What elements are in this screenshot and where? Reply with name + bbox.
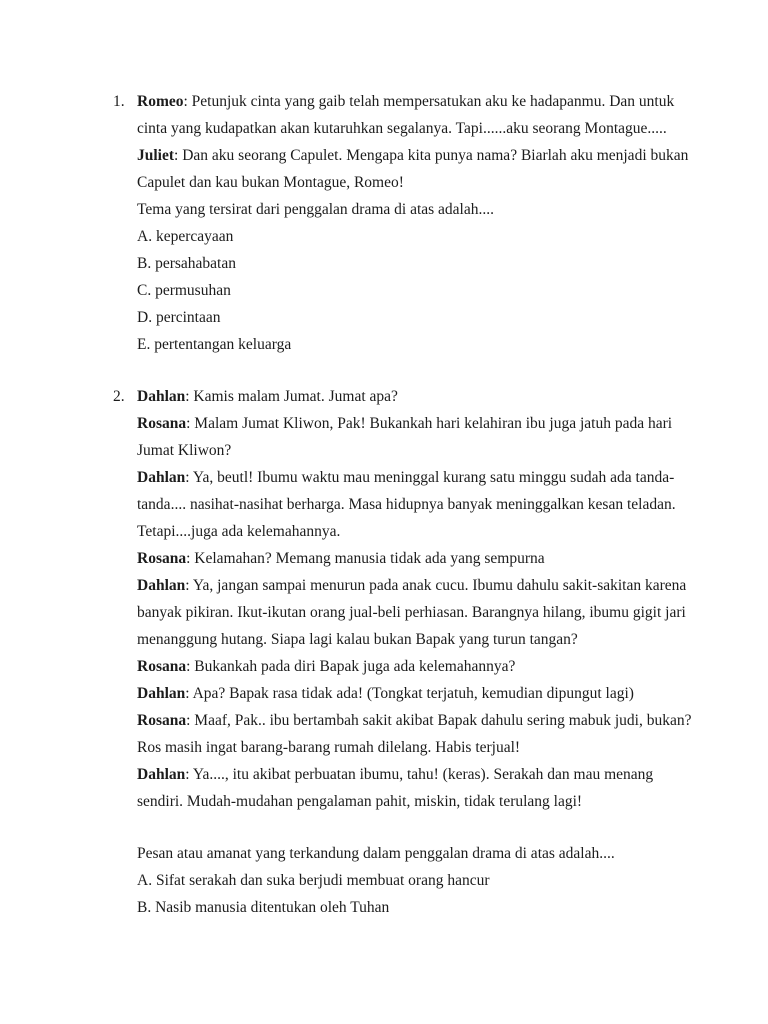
text-run: A. Sifat serakah dan suka berjudi membuat orang hancur (137, 872, 490, 889)
text-run: Tema yang tersirat dari penggalan drama di atas adalah.... (137, 201, 494, 218)
text-line (137, 653, 708, 680)
text-line (137, 142, 708, 169)
text-run: : Dan aku seorang Capulet. Mengapa kita punya nama? Biarlah aku menjadi bukan (174, 147, 689, 164)
speaker-name: Dahlan (137, 388, 186, 405)
speaker-name: Rosana (137, 550, 187, 567)
speaker-name: Dahlan (137, 577, 186, 594)
text-line (137, 761, 708, 788)
text-run: : Ya, beutl! Ibumu waktu mau meninggal kurang satu minggu sudah ada tanda- (185, 469, 675, 486)
text-run: : Kamis malam Jumat. Jumat apa? (185, 388, 398, 405)
text-run: Pesan atau amanat yang terkandung dalam penggalan drama di atas adalah.... (137, 845, 615, 862)
question-number: 1. (113, 93, 125, 110)
question-block (0, 88, 768, 358)
text-run: : Bukankah pada diri Bapak juga ada kelemahannya? (186, 658, 516, 675)
text-line (137, 894, 708, 921)
text-run: tanda.... nasihat-nasihat berharga. Masa hidupnya banyak meninggalkan kesan teladan. (137, 496, 676, 513)
text-run: Capulet dan kau bukan Montague, Romeo! (137, 174, 404, 191)
text-line (137, 304, 708, 331)
text-line (137, 545, 708, 572)
text-run: : Apa? Bapak rasa tidak ada! (Tongkat terjatuh, kemudian dipungut lagi) (185, 685, 634, 702)
text-run: cinta yang kudapatkan akan kutaruhkan segalanya. Tapi......aku seorang Montague..... (137, 120, 667, 137)
text-line (137, 169, 708, 196)
text-run: : Malam Jumat Kliwon, Pak! Bukankah hari kelahiran ibu juga jatuh pada hari (186, 415, 673, 432)
text-line (137, 250, 708, 277)
text-line (137, 788, 708, 815)
text-line (137, 223, 708, 250)
text-line (137, 840, 708, 867)
text-line (137, 331, 708, 358)
speaker-name: Dahlan (137, 766, 186, 783)
text-line (113, 383, 708, 410)
text-line (137, 680, 708, 707)
text-run: : Kelamahan? Memang manusia tidak ada yang sempurna (186, 550, 545, 567)
text-line (137, 196, 708, 223)
text-run: banyak pikiran. Ikut-ikutan orang jual-beli perhiasan. Barangnya hilang, ibumu gigit jari (137, 604, 686, 621)
text-run: : Ya, jangan sampai menurun pada anak cucu. Ibumu dahulu sakit-sakitan karena (185, 577, 687, 594)
speaker-name: Juliet (137, 147, 175, 164)
speaker-name: Rosana (137, 658, 187, 675)
text-run: menanggung hutang. Siapa lagi kalau bukan Bapak yang turun tangan? (137, 631, 578, 648)
question-block (0, 383, 768, 815)
speaker-name: Rosana (137, 415, 187, 432)
text-run: D. percintaan (137, 309, 221, 326)
text-line (137, 464, 708, 491)
text-run: Tetapi....juga ada kelemahannya. (137, 523, 341, 540)
text-line (137, 115, 708, 142)
speaker-name: Rosana (137, 712, 187, 729)
text-line (137, 599, 708, 626)
text-line (137, 491, 708, 518)
speaker-name: Dahlan (137, 469, 186, 486)
text-run: A. kepercayaan (137, 228, 234, 245)
text-run: Jumat Kliwon? (137, 442, 232, 459)
text-run: C. permusuhan (137, 282, 231, 299)
text-line (137, 707, 708, 734)
text-line (137, 518, 708, 545)
text-run: Ros masih ingat barang-barang rumah dilelang. Habis terjual! (137, 739, 521, 756)
text-run: : Petunjuk cinta yang gaib telah mempersatukan aku ke hadapanmu. Dan untuk (183, 93, 675, 110)
text-line (113, 88, 708, 115)
text-line (137, 410, 708, 437)
text-line (137, 734, 708, 761)
text-run: sendiri. Mudah-mudahan pengalaman pahit, miskin, tidak terulang lagi! (137, 793, 583, 810)
speaker-name: Romeo (137, 93, 184, 110)
text-run: E. pertentangan keluarga (137, 336, 292, 353)
text-run: B. persahabatan (137, 255, 236, 272)
question-number: 2. (113, 388, 125, 405)
text-run: B. Nasib manusia ditentukan oleh Tuhan (137, 899, 390, 916)
text-run: : Ya...., itu akibat perbuatan ibumu, tahu! (keras). Serakah dan mau menang (185, 766, 654, 783)
text-line (137, 867, 708, 894)
text-line (137, 626, 708, 653)
text-line (137, 437, 708, 464)
text-line (137, 572, 708, 599)
text-block (0, 840, 768, 921)
text-run: : Maaf, Pak.. ibu bertambah sakit akibat Bapak dahulu sering mabuk judi, bukan? (186, 712, 692, 729)
text-line (137, 277, 708, 304)
speaker-name: Dahlan (137, 685, 186, 702)
